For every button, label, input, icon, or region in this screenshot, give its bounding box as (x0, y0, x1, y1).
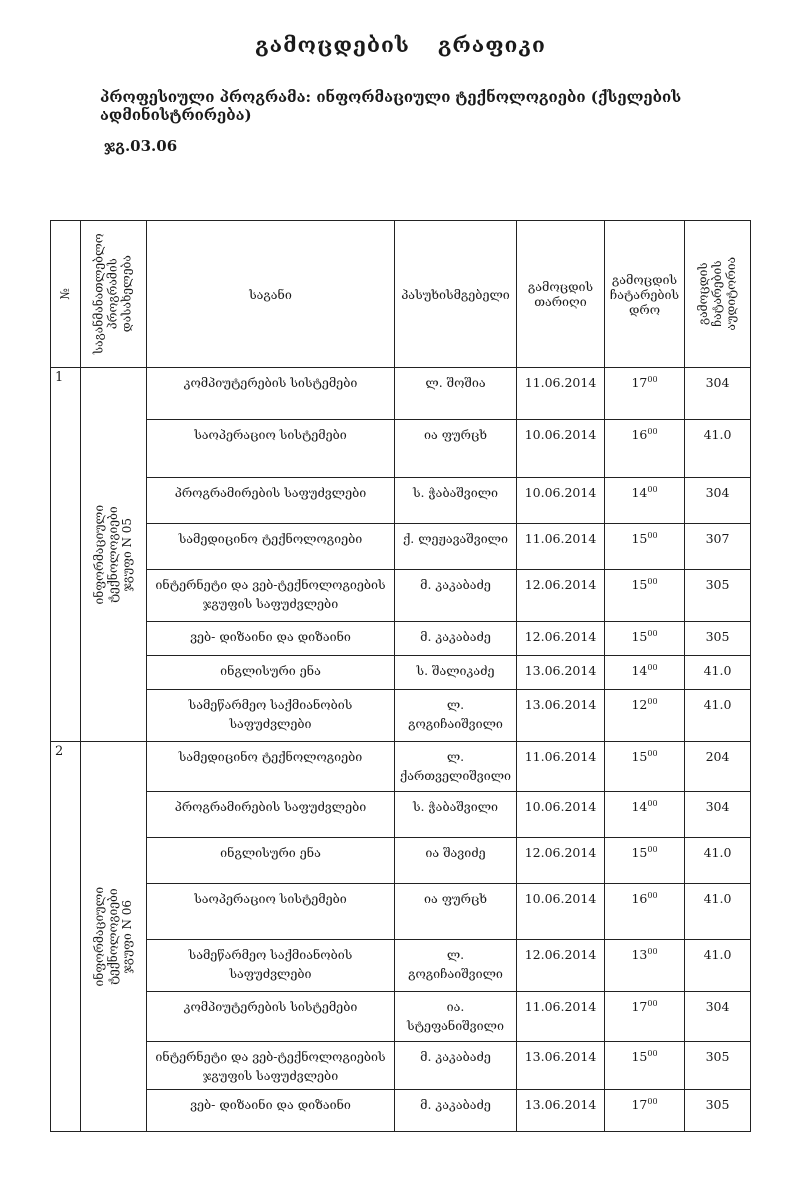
date-cell: 12.06.2014 (517, 940, 605, 992)
time-hour: 14 (631, 799, 648, 815)
lecturer-cell: ს. შალიკაძე (395, 656, 517, 690)
table-row (51, 992, 751, 1042)
time-minutes: 00 (647, 375, 658, 384)
lecturer-cell: ია ფურცხ (395, 420, 517, 478)
time-hour: 15 (631, 749, 648, 765)
date-cell: 11.06.2014 (517, 368, 605, 420)
time-hour: 13 (631, 947, 648, 963)
table-row (51, 368, 751, 420)
time-minutes: 00 (647, 1049, 658, 1058)
group-label-cell (81, 742, 147, 1132)
time-minutes: 00 (647, 947, 658, 956)
table-body (51, 368, 751, 1132)
time-hour: 15 (631, 629, 648, 645)
time-hour: 17 (631, 375, 648, 391)
room-cell: 307 (685, 524, 751, 570)
subject-cell: სამედიცინო ტექნოლოგიები (147, 524, 395, 570)
table-row (51, 570, 751, 622)
room-cell: 41.0 (685, 884, 751, 940)
table-row (51, 656, 751, 690)
title-part-2: გრაფიკი (437, 32, 546, 57)
time-minutes: 00 (647, 799, 658, 808)
time-cell (605, 1090, 685, 1132)
program-subtitle: პროფესიული პროგრამა: ინფორმაციული ტექნოლოგიები (ქსელების ადმინისტრირება) (100, 88, 682, 124)
date-cell: 11.06.2014 (517, 742, 605, 792)
date-cell: 12.06.2014 (517, 570, 605, 622)
time-cell (605, 1042, 685, 1090)
date-cell: 11.06.2014 (517, 992, 605, 1042)
lecturer-cell: მ. კაკაბაძე (395, 1090, 517, 1132)
time-minutes: 00 (647, 999, 658, 1008)
date-cell: 10.06.2014 (517, 420, 605, 478)
subject-cell: სამედიცინო ტექნოლოგიები (147, 742, 395, 792)
time-minutes: 00 (647, 891, 658, 900)
date-cell: 13.06.2014 (517, 656, 605, 690)
time-minutes: 00 (647, 749, 658, 758)
group-label-cell (81, 368, 147, 742)
lecturer-cell: ს. ჭაბაშვილი (395, 478, 517, 524)
table-row (51, 838, 751, 884)
time-cell (605, 992, 685, 1042)
subject-cell: ინტერნეტი და ვებ-ტექნოლოგიების ჯგუფის საფუძვლები (147, 1042, 395, 1090)
subject-cell: ინგლისური ენა (147, 656, 395, 690)
room-cell: 304 (685, 478, 751, 524)
room-cell: 41.0 (685, 420, 751, 478)
lecturer-cell: ქ. ლეჟავაშვილი (395, 524, 517, 570)
lecturer-cell: ს. ჭაბაშვილი (395, 792, 517, 838)
date-cell: 13.06.2014 (517, 1042, 605, 1090)
lecturer-cell: ია ფურცხ (395, 884, 517, 940)
lecturer-cell: ია. სტეფანიშვილი (395, 992, 517, 1042)
time-hour: 12 (631, 697, 648, 713)
date-cell: 10.06.2014 (517, 792, 605, 838)
subject-cell: სამეწარმეო საქმიანობის საფუძვლები (147, 690, 395, 742)
room-cell: 41.0 (685, 656, 751, 690)
room-cell: 305 (685, 622, 751, 656)
room-cell: 304 (685, 792, 751, 838)
time-cell (605, 838, 685, 884)
time-minutes: 00 (647, 531, 658, 540)
header-group: საგანმანათლებლო პროგრამის დასახელება (81, 221, 147, 368)
time-minutes: 00 (647, 1097, 658, 1106)
lecturer-cell: მ. კაკაბაძე (395, 622, 517, 656)
time-cell (605, 368, 685, 420)
header-lecturer: პასუხისმგებელი (395, 221, 517, 368)
time-hour: 16 (631, 891, 648, 907)
time-minutes: 00 (647, 663, 658, 672)
group-number: 1 (51, 368, 81, 742)
subject-cell: პროგრამირების საფუძვლები (147, 478, 395, 524)
subject-cell: საოპერაციო სისტემები (147, 420, 395, 478)
date-cell: 12.06.2014 (517, 622, 605, 656)
time-hour: 16 (631, 427, 648, 443)
date-cell: 12.06.2014 (517, 838, 605, 884)
subject-cell: სამეწარმეო საქმიანობის საფუძვლები (147, 940, 395, 992)
time-cell (605, 742, 685, 792)
title-part-1: გამოცდების (255, 32, 410, 57)
room-cell: 41.0 (685, 690, 751, 742)
subject-cell: ვებ- დიზაინი და დიზაინი (147, 622, 395, 656)
date-cell: 13.06.2014 (517, 690, 605, 742)
group-number: 2 (51, 742, 81, 1132)
lecturer-cell: მ. კაკაბაძე (395, 570, 517, 622)
table-row (51, 884, 751, 940)
room-cell: 304 (685, 992, 751, 1042)
time-cell (605, 884, 685, 940)
room-cell: 204 (685, 742, 751, 792)
time-minutes: 00 (647, 427, 658, 436)
date-cell: 11.06.2014 (517, 524, 605, 570)
table-row (51, 622, 751, 656)
table-header-row (51, 221, 751, 368)
lecturer-cell: ია შავიძე (395, 838, 517, 884)
time-minutes: 00 (647, 629, 658, 638)
room-cell: 305 (685, 570, 751, 622)
time-cell (605, 690, 685, 742)
room-cell: 41.0 (685, 838, 751, 884)
time-cell (605, 478, 685, 524)
table-row (51, 1042, 751, 1090)
table-row (51, 420, 751, 478)
subject-cell: ვებ- დიზაინი და დიზაინი (147, 1090, 395, 1132)
header-time: გამოცდის ჩატარების დრო (605, 221, 685, 368)
table-row (51, 478, 751, 524)
date-cell: 10.06.2014 (517, 478, 605, 524)
subject-cell: ინტერნეტი და ვებ-ტექნოლოგიების ჯგუფის საფუძვლები (147, 570, 395, 622)
subject-cell: პროგრამირების საფუძვლები (147, 792, 395, 838)
header-date: გამოცდის თარიღი (517, 221, 605, 368)
time-minutes: 00 (647, 485, 658, 494)
time-hour: 17 (631, 1097, 648, 1113)
subject-cell: კომპიუტერების სისტემები (147, 368, 395, 420)
header-subject: საგანი (147, 221, 395, 368)
time-cell (605, 622, 685, 656)
subject-cell: კომპიუტერების სისტემები (147, 992, 395, 1042)
time-minutes: 00 (647, 697, 658, 706)
subject-cell: საოპერაციო სისტემები (147, 884, 395, 940)
lecturer-cell: ლ. გოგიჩაიშვილი (395, 940, 517, 992)
lecturer-cell: ლ. შოშია (395, 368, 517, 420)
room-cell: 304 (685, 368, 751, 420)
table-row (51, 742, 751, 792)
lecturer-cell: ლ. ქართველიშვილი (395, 742, 517, 792)
time-hour: 15 (631, 577, 648, 593)
time-hour: 17 (631, 999, 648, 1015)
time-cell (605, 940, 685, 992)
page-title (0, 32, 801, 57)
header-room: გამოცდის ჩატარების აუდიტორია (685, 221, 751, 368)
time-hour: 15 (631, 845, 648, 861)
time-hour: 14 (631, 663, 648, 679)
lecturer-cell: მ. კაკაბაძე (395, 1042, 517, 1090)
time-cell (605, 656, 685, 690)
room-cell: 41.0 (685, 940, 751, 992)
room-cell: 305 (685, 1090, 751, 1132)
time-cell (605, 792, 685, 838)
time-minutes: 00 (647, 577, 658, 586)
time-hour: 15 (631, 1049, 648, 1065)
lecturer-cell: ლ. გოგიჩაიშვილი (395, 690, 517, 742)
exam-schedule-table (50, 220, 751, 1132)
time-cell (605, 420, 685, 478)
time-hour: 15 (631, 531, 648, 547)
table-row (51, 940, 751, 992)
date-cell: 10.06.2014 (517, 884, 605, 940)
room-cell: 305 (685, 1042, 751, 1090)
subject-cell: ინგლისური ენა (147, 838, 395, 884)
header-num: № (51, 221, 81, 368)
time-hour: 14 (631, 485, 648, 501)
table-row (51, 1090, 751, 1132)
time-minutes: 00 (647, 845, 658, 854)
program-code: ჯგ.03.06 (104, 137, 178, 155)
date-cell: 13.06.2014 (517, 1090, 605, 1132)
time-cell (605, 570, 685, 622)
group-label: ინფორმაციული ტექნოლოგიები ჯგუფი N 06 (91, 886, 134, 987)
table-row (51, 690, 751, 742)
table-row (51, 524, 751, 570)
time-cell (605, 524, 685, 570)
table-row (51, 792, 751, 838)
group-label: ინფორმაციული ტექნოლოგიები ჯგუფი N 05 (91, 504, 134, 605)
